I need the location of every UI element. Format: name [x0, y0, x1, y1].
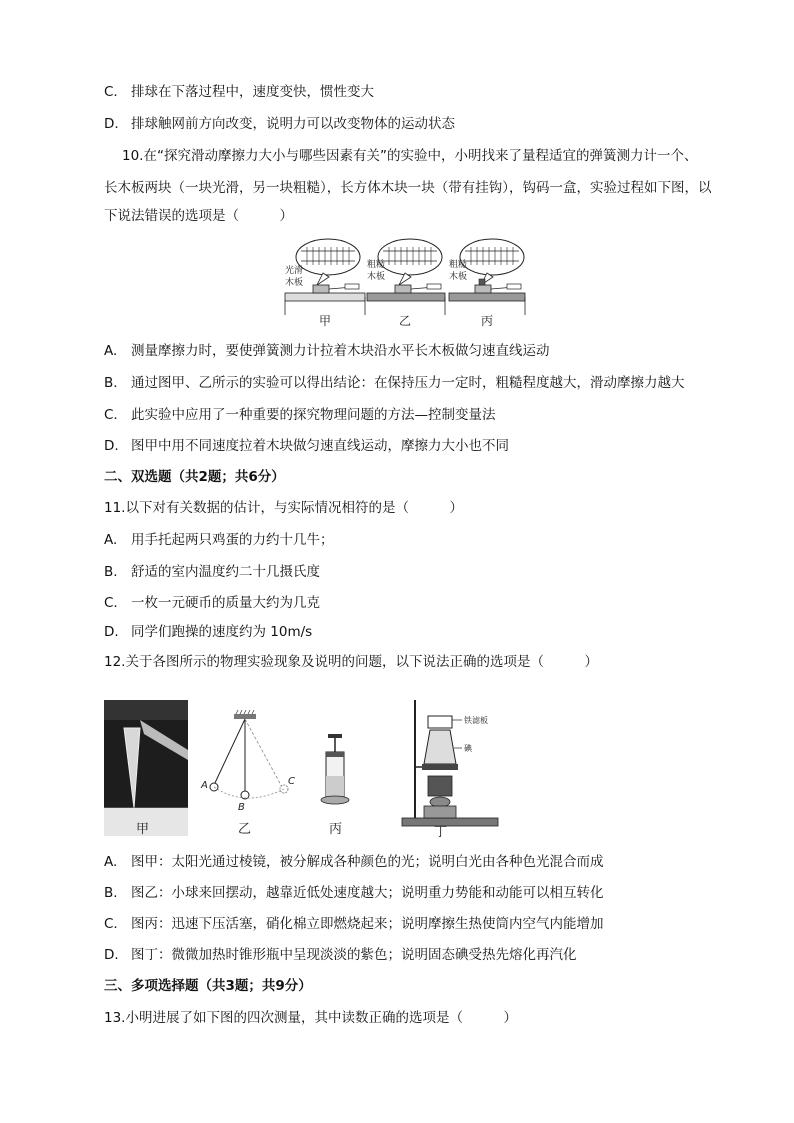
q10-board-label-1a: 光滑 [285, 266, 304, 276]
q12-stem: 12.关于各图所示的物理实验现象及说明的问题，以下说法正确的选项是（ ） [104, 654, 598, 670]
q11-option-b [104, 562, 320, 582]
option-text: 图丁：微微加热时锥形瓶中呈现淡淡的紫色；说明固态碘受热先熔化再汽化 [131, 947, 577, 963]
pendulum-point-c: C [288, 776, 295, 787]
option-text: 排球在下落过程中，速度变快，惯性变大 [131, 84, 374, 100]
option-text: 测量摩擦力时，要使弹簧测力计拉着木块沿水平长木板做匀速直线运动 [131, 343, 550, 359]
option-label: C. [104, 407, 118, 423]
q12-caption-yi: 乙 [238, 822, 252, 837]
q9-option-d [104, 114, 455, 134]
q12-option-b [104, 883, 604, 903]
option-text: 此实验中应用了一种重要的探究物理问题的方法—控制变量法 [131, 407, 496, 423]
q13-stem: 13.小明进展了如下图的四次测量，其中读数正确的选项是（ ） [104, 1010, 517, 1026]
q12-option-a [104, 852, 604, 872]
option-text: 一枚一元硬币的质量大约为几克 [131, 595, 320, 611]
option-text: 用手托起两只鸡蛋的力约十几牛； [131, 532, 334, 548]
q10-panel-bing [449, 239, 525, 328]
option-label: C. [104, 916, 118, 932]
q10-board-label-2a: 粗糙 [367, 260, 386, 270]
q10-caption-jia: 甲 [319, 314, 332, 328]
q12-caption-bing: 丙 [329, 822, 343, 837]
option-label: B. [104, 885, 118, 901]
q10-board-label-1b: 木板 [285, 278, 304, 288]
q10-caption-bing: 丙 [481, 314, 494, 328]
q10-panel-yi [367, 239, 445, 328]
q9-option-c [104, 82, 374, 102]
q10-panel-jia [285, 239, 365, 328]
option-text: 通过图甲、乙所示的实验可以得出结论：在保持压力一定时，粗糙程度越大，滑动摩擦力越大 [131, 375, 685, 391]
option-label: A. [104, 532, 118, 548]
q12-caption-ding: 丁 [434, 825, 448, 838]
option-text: 舒适的室内温度约二十几摄氏度 [131, 564, 320, 580]
q12-panel-yi-pendulum [200, 710, 295, 837]
option-label: B. [104, 375, 118, 391]
option-label: D. [104, 116, 119, 132]
q10-option-c [104, 405, 496, 425]
option-label: A. [104, 854, 118, 870]
q11-option-d [104, 622, 312, 642]
q10-stem-line-2: 长木板两块（一块光滑，另一块粗糙），长方体木块一块（带有挂钩），钩码一盒，实验过程如下图，以 [104, 180, 712, 196]
apparatus-label-iodine: 碘 [464, 744, 472, 753]
q11-option-c [104, 593, 320, 613]
q10-board-label-2b: 木板 [367, 272, 386, 282]
q10-caption-yi: 乙 [399, 314, 412, 328]
q12-panel-bing-piston [321, 734, 349, 837]
option-text: 图甲中用不同速度拉着木块做匀速直线运动，摩擦力大小也不同 [131, 438, 509, 454]
pendulum-point-a: A [201, 780, 208, 791]
q10-stem-line-1: 10.在“探究滑动摩擦力大小与哪些因素有关”的实验中，小明找来了量程适宜的弹簧测力计一个、 [122, 148, 698, 164]
pendulum-point-b: B [238, 802, 245, 813]
q12-option-d [104, 945, 577, 965]
q11-stem: 11.以下对有关数据的估计，与实际情况相符的是（ ） [104, 500, 463, 516]
option-label: C. [104, 595, 118, 611]
q11-option-a [104, 530, 334, 550]
section-3-heading: 三、多项选择题（共3题；共9分） [104, 978, 312, 994]
option-label: D. [104, 624, 119, 640]
option-text: 排球触网前方向改变，说明力可以改变物体的运动状态 [131, 116, 455, 132]
option-label: A. [104, 343, 118, 359]
q12-caption-jia: 甲 [136, 822, 150, 837]
q12-experiment-figure [104, 690, 500, 838]
apparatus-label-plate: 铁滤板 [464, 716, 488, 725]
q12-panel-jia-prism [104, 700, 188, 837]
q10-stem-line-3: 下说法错误的选项是（ ） [104, 208, 293, 224]
option-text: 同学们跑操的速度约为 10m/s [131, 624, 313, 640]
option-text: 图甲：太阳光通过棱镜，被分解成各种颜色的光；说明白光由各种色光混合而成 [131, 854, 604, 870]
option-label: D. [104, 438, 119, 454]
q10-option-b [104, 373, 685, 393]
q10-option-a [104, 341, 550, 361]
section-2-heading: 二、双选题（共2题；共6分） [104, 469, 285, 485]
q12-panel-ding-stand [402, 700, 498, 838]
option-text: 图乙：小球来回摆动，越靠近低处速度越大；说明重力势能和动能可以相互转化 [131, 885, 604, 901]
option-text: 图丙：迅速下压活塞，硝化棉立即燃烧起来；说明摩擦生热使筒内空气内能增加 [131, 916, 604, 932]
option-label: B. [104, 564, 118, 580]
q10-board-label-3a: 粗糙 [449, 260, 468, 270]
option-label: C. [104, 84, 118, 100]
option-label: D. [104, 947, 119, 963]
q10-friction-figure [283, 237, 528, 329]
q10-option-d [104, 436, 509, 456]
q12-option-c [104, 914, 604, 934]
q10-board-label-3b: 木板 [449, 272, 468, 282]
